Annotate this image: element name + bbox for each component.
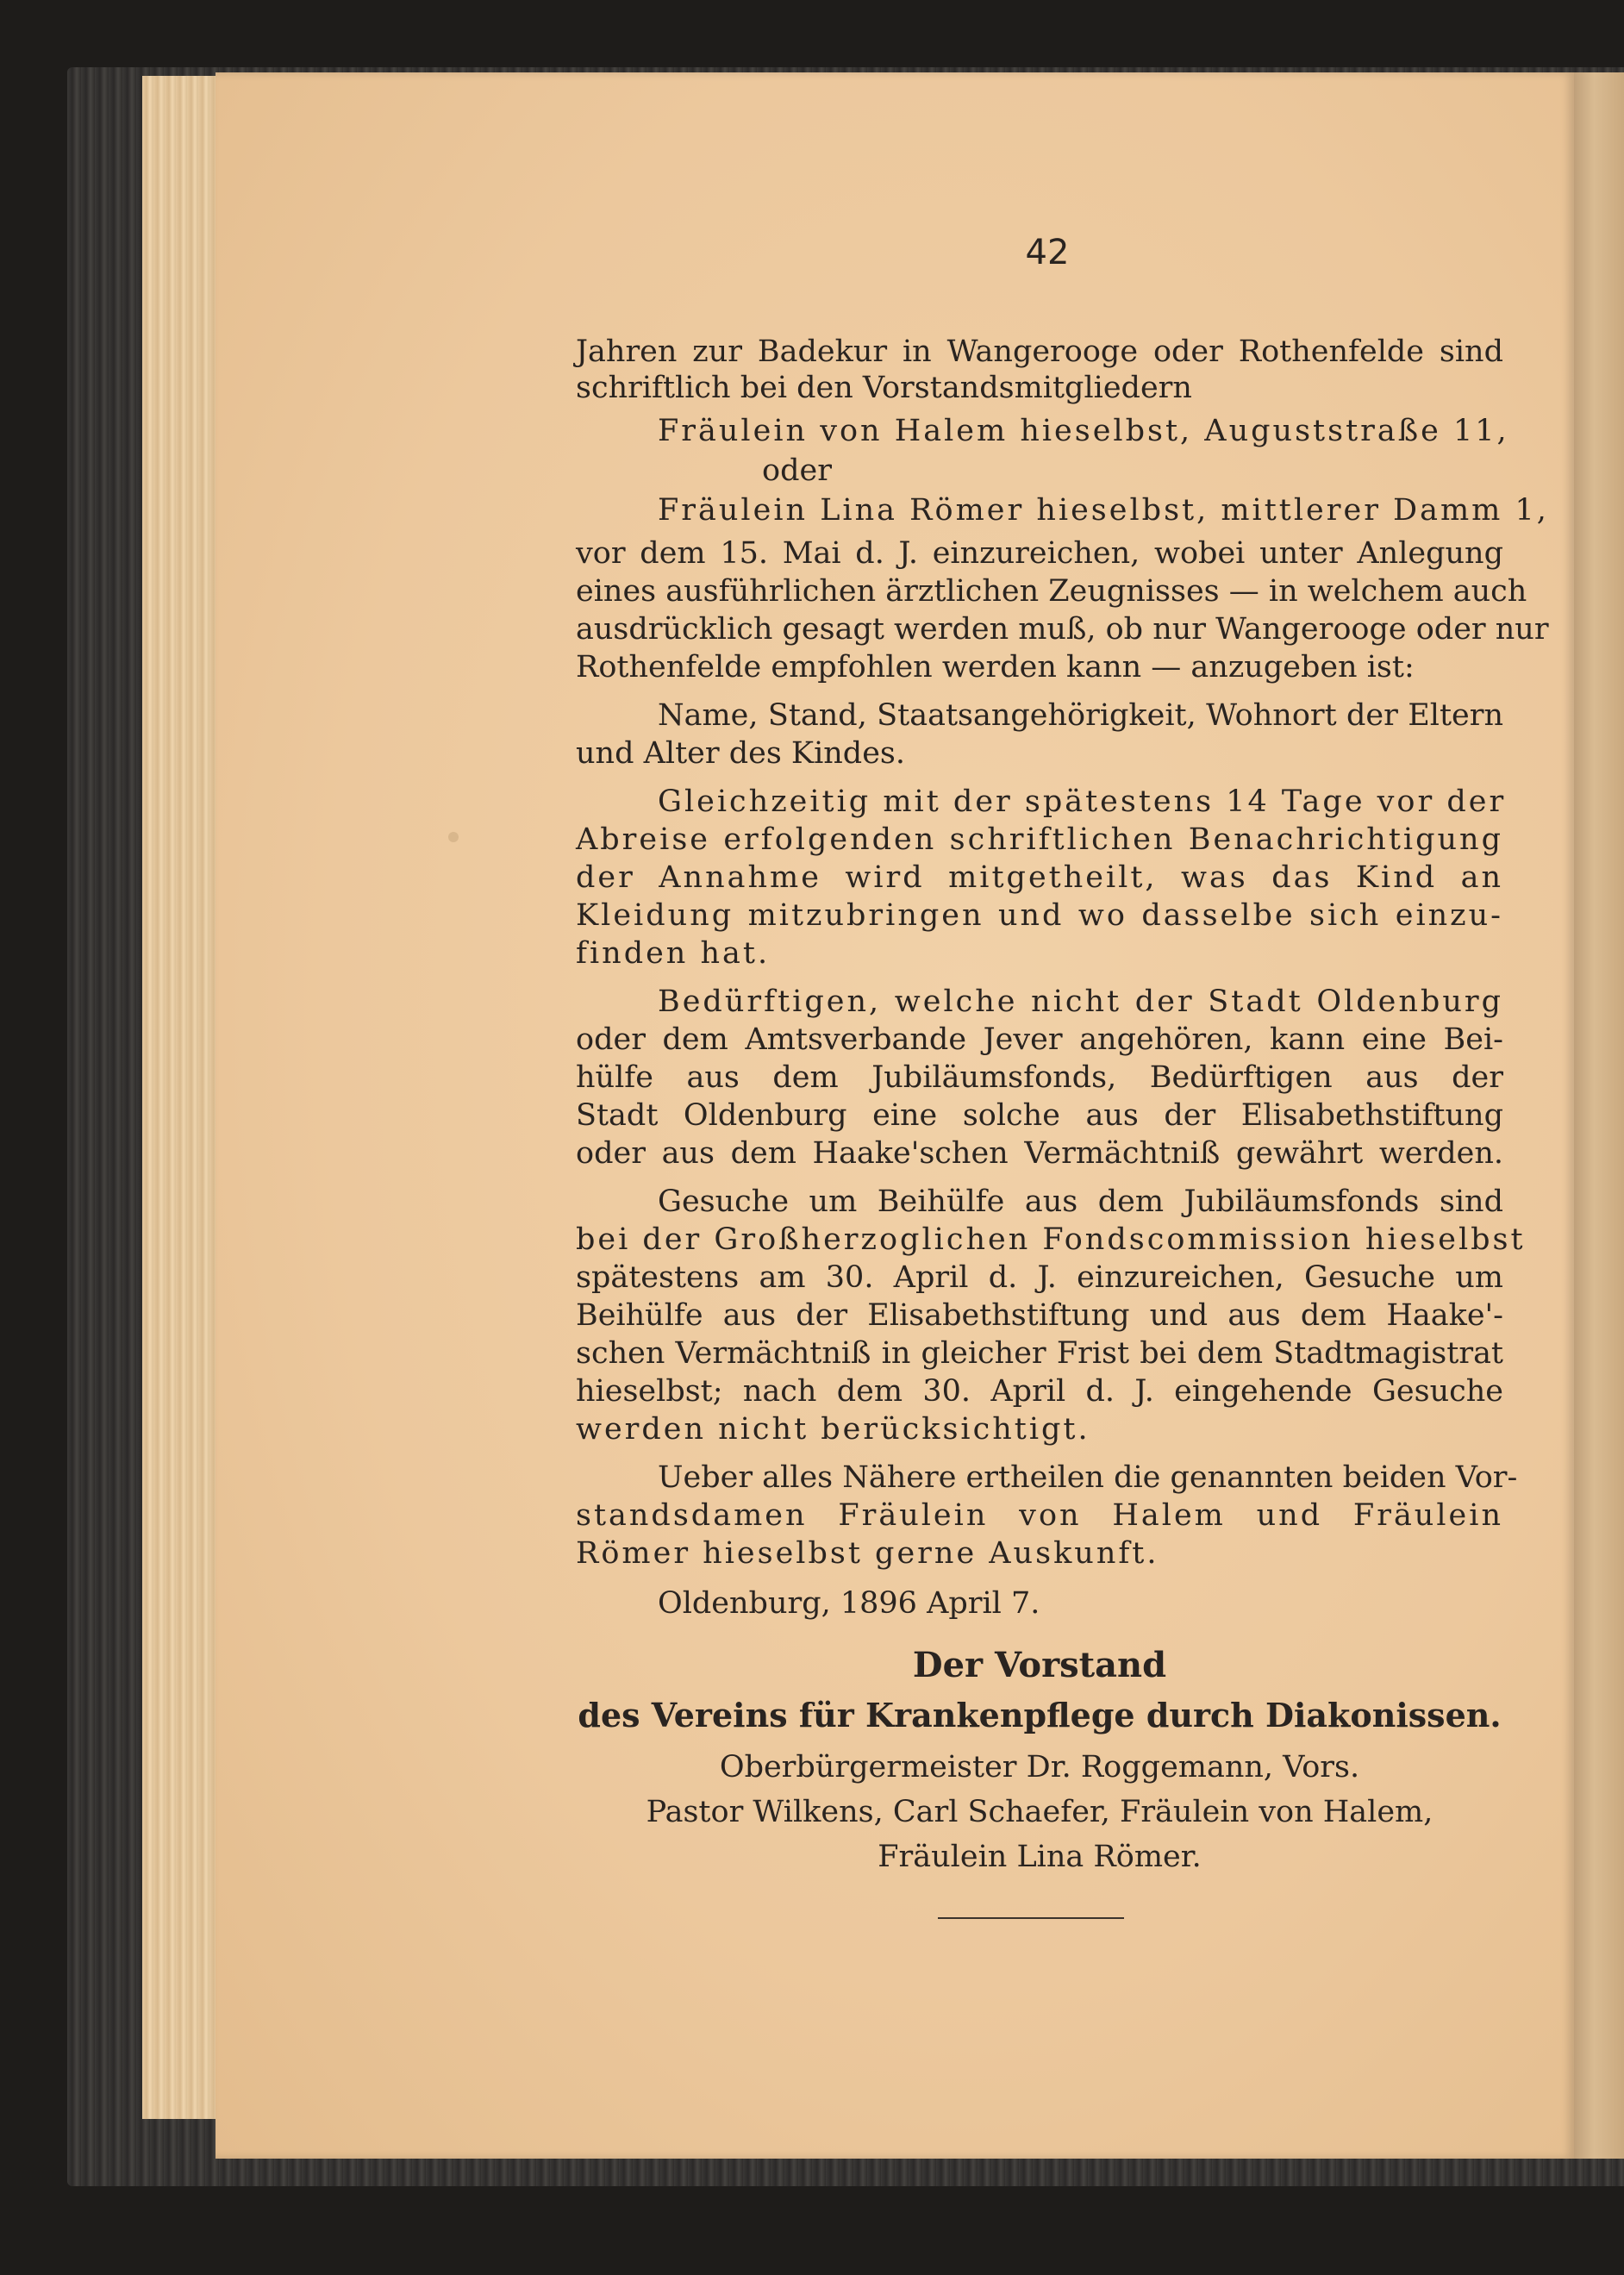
signature-chair: Oberbürgermeister Dr. Roggemann, Vors.: [719, 1750, 1360, 1784]
text-line: eines ausführlichen ärztlichen Zeugnisses — in welchem auch: [576, 574, 1527, 609]
text-line: Abreise erfolgenden schriftlichen Benachrichtigung: [576, 822, 1503, 857]
text-line: hieselbst; nach dem 30. April d. J. eingehende Gesuche: [576, 1374, 1503, 1409]
text-line: oder aus dem Haake'schen Vermächtniß gewährt werden.: [576, 1136, 1503, 1171]
text-line: ausdrücklich gesagt werden muß, ob nur Wangerooge oder nur: [576, 612, 1549, 647]
text-line: Rothenfelde empfohlen werden kann — anzugeben ist:: [576, 650, 1415, 684]
text-line: schen Vermächtniß in gleicher Frist bei dem Stadtmagistrat: [576, 1336, 1503, 1371]
text-line: schriftlich bei den Vorstandsmitgliedern: [576, 371, 1192, 405]
signature-society: des Vereins für Krankenpflege durch Diakonissen.: [578, 1696, 1502, 1734]
text-line: vor dem 15. Mai d. J. einzureichen, wobei unter Anlegung: [576, 536, 1503, 571]
text-line: Gleichzeitig mit der spätestens 14 Tage vor der: [658, 784, 1507, 819]
text-line: und Alter des Kindes.: [576, 736, 906, 771]
facing-page-edge: [1574, 72, 1624, 2159]
text-line: Stadt Oldenburg eine solche aus der Elisabethstiftung: [576, 1098, 1503, 1133]
text-line: standsdamen Fräulein von Halem und Fräulein: [576, 1498, 1503, 1533]
page-number: 42: [1025, 233, 1070, 272]
text-line: Beihülfe aus der Elisabethstiftung und aus dem Haake'-: [576, 1298, 1503, 1333]
text-line: Oldenburg, 1896 April 7.: [658, 1586, 1040, 1621]
text-line: Fräulein Lina Römer hieselbst, mittlerer Damm 1,: [658, 493, 1549, 528]
signature-members-cont: Fräulein Lina Römer.: [878, 1840, 1202, 1874]
text-line: oder dem Amtsverbande Jever angehören, kann eine Bei-: [576, 1022, 1503, 1057]
paper-spot: [448, 832, 459, 842]
text-line: finden hat.: [576, 936, 771, 971]
closing-rule: [938, 1917, 1124, 1919]
text-line: Ueber alles Nähere ertheilen die genannten beiden Vor-: [658, 1460, 1518, 1495]
text-line: spätestens am 30. April d. J. einzureichen, Gesuche um: [576, 1260, 1503, 1295]
text-line: Gesuche um Beihülfe aus dem Jubiläumsfonds sind: [658, 1184, 1503, 1219]
signature-title: Der Vorstand: [912, 1645, 1167, 1685]
text-line: oder: [762, 453, 832, 488]
text-line: Fräulein von Halem hieselbst, Auguststraße 11,: [658, 414, 1509, 448]
text-line: bei der Großherzoglichen Fondscommission hieselbst: [576, 1222, 1526, 1257]
text-line: Jahren zur Badekur in Wangerooge oder Rothenfelde sind: [576, 334, 1503, 369]
text-line: werden nicht berücksichtigt.: [576, 1412, 1090, 1447]
text-line: der Annahme wird mitgetheilt, was das Kind an: [576, 860, 1503, 895]
text-line: Kleidung mitzubringen und wo dasselbe sich einzu-: [576, 898, 1503, 933]
text-line: hülfe aus dem Jubiläumsfonds, Bedürftigen aus der: [576, 1060, 1503, 1095]
signature-members: Pastor Wilkens, Carl Schaefer, Fräulein von Halem,: [646, 1795, 1433, 1829]
text-line: Bedürftigen, welche nicht der Stadt Oldenburg: [658, 984, 1503, 1019]
text-line: Römer hieselbst gerne Auskunft.: [576, 1536, 1159, 1571]
text-line: Name, Stand, Staatsangehörigkeit, Wohnort der Eltern: [658, 698, 1503, 733]
